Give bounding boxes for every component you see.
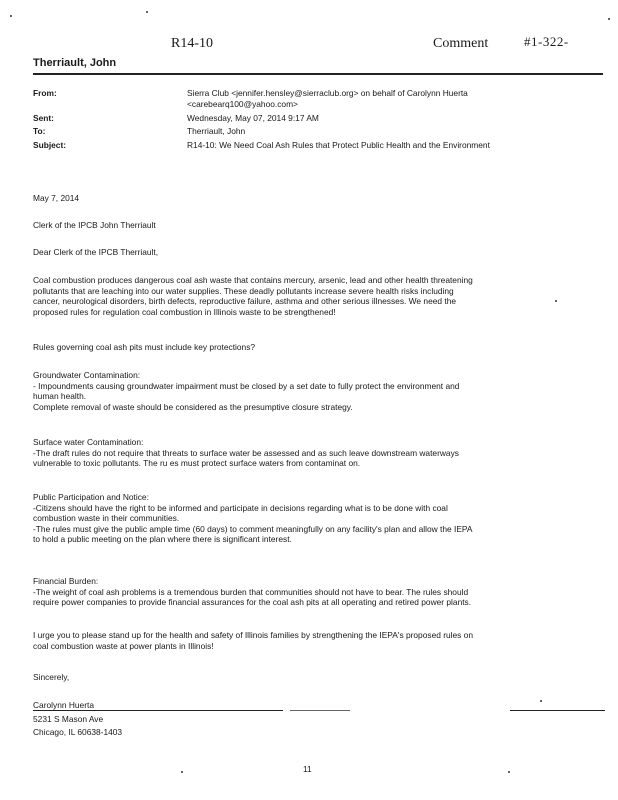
closing-line: coal combustion waste at power plants in Illinois! xyxy=(33,640,214,651)
document-number: R14-10 xyxy=(171,36,213,51)
section-line: -The rules must give the public ample time (60 days) to comment meaningfully on any facility's plan and allow the IEPA xyxy=(33,523,473,534)
sign-off: Sincerely, xyxy=(33,672,70,682)
page-number: 11 xyxy=(303,764,312,774)
from-value-line2: <carebearq100@yahoo.com> xyxy=(187,99,298,109)
recipient-name: Therriault, John xyxy=(33,57,117,69)
section-line: require power companies to provide financial assurances for the coal ash pits at all operating and retired power plants. xyxy=(33,597,472,607)
from-value: Sierra Club <jennifer.hensley@sierraclub.org> on behalf of Carolynn Huerta xyxy=(187,88,468,98)
subject-value: R14-10: We Need Coal Ash Rules that Protect Public Health and the Environment xyxy=(187,140,490,150)
intro-paragraph xyxy=(33,275,473,317)
header-rule xyxy=(33,73,603,75)
signature-line-mid xyxy=(290,710,350,711)
participation-section xyxy=(33,492,472,545)
section-heading: Groundwater Contamination: xyxy=(33,370,141,380)
from-label: From: xyxy=(33,88,57,98)
comment-label: Comment xyxy=(433,36,489,51)
signature-line-right xyxy=(510,710,605,711)
section-line: human health. xyxy=(33,391,87,401)
scan-speck xyxy=(10,15,12,17)
section-line: -Citizens should have the right to be informed and participate in decisions regarding what is to be done with coal xyxy=(33,502,448,513)
to-value: Therriault, John xyxy=(187,126,246,136)
intro-line: pollutants that are leaching into our water supplies. These deadly pollutants increase severe health risks including xyxy=(33,285,454,296)
closing-line: I urge you to please stand up for the health and safety of Illinois families by strengthening the IEPA's proposed rules on xyxy=(33,630,474,640)
scan-speck xyxy=(555,300,557,302)
section-line: vulnerable to toxic pollutants. The ru es must protect surface waters from contaminat on. xyxy=(33,458,361,468)
section-line: combustion waste in their communities. xyxy=(33,513,180,523)
scan-speck xyxy=(508,771,510,773)
surface-water-section xyxy=(33,437,459,469)
subject-label: Subject: xyxy=(33,140,67,150)
intro-line: Coal combustion produces dangerous coal ash waste that contains mercury, arsenic, lead and other health threatening xyxy=(33,275,473,285)
comment-number: #1-322- xyxy=(524,34,569,49)
financial-section xyxy=(33,576,471,608)
sent-value: Wednesday, May 07, 2014 9:17 AM xyxy=(187,113,319,123)
addressee: Clerk of the IPCB John Therriault xyxy=(33,220,156,230)
signer-name: Carolynn Huerta xyxy=(33,700,94,710)
section-line: Complete removal of waste should be considered as the presumptive closure strategy. xyxy=(33,401,353,412)
letter-date: May 7, 2014 xyxy=(33,193,80,203)
section-heading: Surface water Contamination: xyxy=(33,437,144,447)
address-line-1: 5231 S Mason Ave xyxy=(33,714,104,724)
signature-line xyxy=(33,710,283,711)
section-line: to hold a public meeting on the plan where there is significant interest. xyxy=(33,534,292,544)
closing-paragraph xyxy=(33,630,473,651)
intro-line: cancer, neurological disorders, birth defects, reproductive failure, asthma and other serious illnesses. We need the xyxy=(33,296,457,306)
scan-speck xyxy=(540,700,542,702)
to-label: To: xyxy=(33,126,46,136)
rules-intro: Rules governing coal ash pits must include key protections? xyxy=(33,342,256,352)
section-line: -The draft rules do not require that threats to surface water be assessed and as such leave downstream waterways xyxy=(33,447,459,458)
scan-speck xyxy=(608,18,610,20)
scan-speck xyxy=(181,771,183,773)
salutation: Dear Clerk of the IPCB Therriault, xyxy=(33,247,159,257)
section-heading: Financial Burden: xyxy=(33,576,99,586)
scan-speck xyxy=(146,11,148,13)
section-line: - Impoundments causing groundwater impairment must be closed by a set date to fully protect the environment and xyxy=(33,380,460,391)
section-heading: Public Participation and Notice: xyxy=(33,492,149,502)
groundwater-section xyxy=(33,370,459,412)
address-line-2: Chicago, IL 60638-1403 xyxy=(33,727,123,737)
sent-label: Sent: xyxy=(33,113,54,123)
section-line: -The weight of coal ash problems is a tremendous burden that communities should not have to bear. The rules should xyxy=(33,586,469,597)
intro-line: proposed rules for regulation coal combustion in Illinois waste to be strengthened! xyxy=(33,306,336,317)
